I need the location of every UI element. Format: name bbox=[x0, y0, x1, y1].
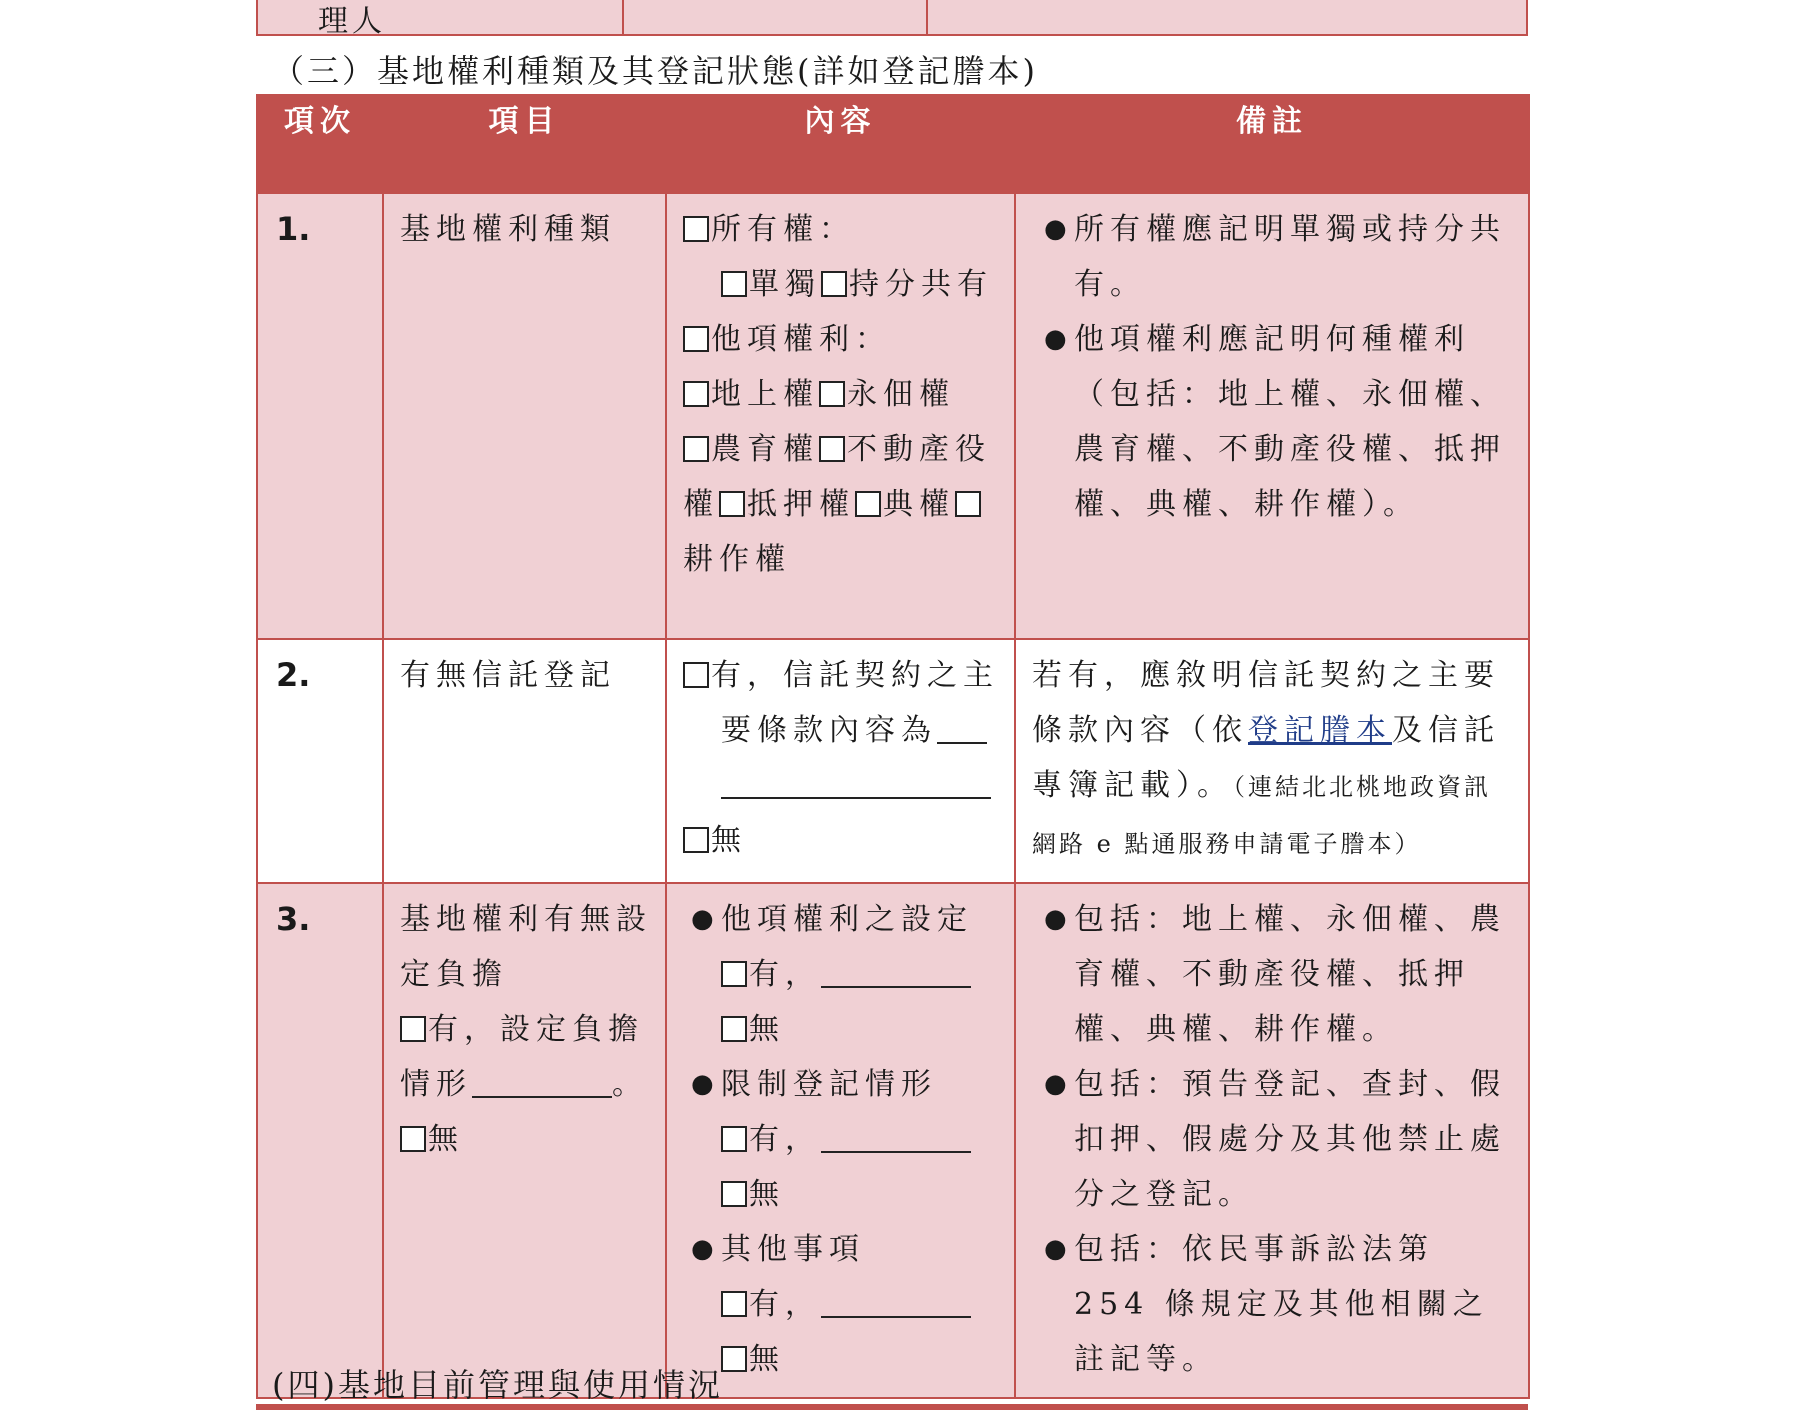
fill-in-blank[interactable] bbox=[472, 1066, 612, 1098]
row-remarks: ● 所有權應記明單獨或持分共有。 ● 他項權利應記明何種權利（包括：地上權、永佃權、農育權、不動產役權、抵押權、典權、耕作權）。 bbox=[1044, 212, 1506, 522]
header-remarks: 備註 bbox=[1015, 95, 1529, 193]
fill-in-blank[interactable] bbox=[821, 1121, 971, 1153]
table-row bbox=[257, 883, 1529, 1398]
row-number: 2. bbox=[276, 656, 311, 694]
row-item: 有無信託登記 bbox=[400, 658, 616, 693]
prev-row-label: 理人 bbox=[318, 4, 386, 39]
row-remarks: 若有，應敘明信託契約之主要條款內容（依登記謄本及信託專簿記載）。（連結北北桃地政資訊網路 e 點通服務申請電子謄本） bbox=[1032, 658, 1500, 858]
prev-col-divider bbox=[622, 0, 624, 34]
checkbox[interactable] bbox=[683, 827, 709, 853]
row-content: 所有權： 單獨 持分共有 他項權利： 地上權 永佃權 農育權 不動產役權 抵押權 典權耕作權 bbox=[683, 212, 993, 577]
checkbox[interactable] bbox=[721, 1181, 747, 1207]
checkbox[interactable] bbox=[683, 216, 709, 242]
fill-in-blank[interactable] bbox=[821, 956, 971, 988]
small-note: （連結北北桃地政資訊網路 e 點通服務申請電子謄本） bbox=[1032, 773, 1491, 858]
checkbox[interactable] bbox=[400, 1126, 426, 1152]
row-content: 有，信託契約之主要條款內容為 無 bbox=[667, 640, 1014, 878]
row-item: 基地權利有無設定負擔 有，設定負擔情形 。 無 bbox=[400, 902, 652, 1157]
next-table-top-edge bbox=[256, 1404, 1528, 1410]
header-index: 項次 bbox=[257, 95, 383, 193]
header-item: 項目 bbox=[383, 95, 666, 193]
checkbox[interactable] bbox=[721, 1016, 747, 1042]
section-4-heading: (四)基地目前管理與使用情況 bbox=[272, 1366, 723, 1404]
row-number: 3. bbox=[276, 900, 311, 938]
section-3-heading: （三）基地權利種類及其登記狀態(詳如登記謄本) bbox=[272, 52, 1038, 90]
header-row bbox=[257, 95, 1529, 193]
checkbox[interactable] bbox=[955, 491, 981, 517]
prev-col-divider bbox=[926, 0, 928, 34]
checkbox[interactable] bbox=[400, 1016, 426, 1042]
checkbox[interactable] bbox=[821, 271, 847, 297]
table-row bbox=[257, 639, 1529, 883]
checkbox[interactable] bbox=[719, 491, 745, 517]
row-item: 基地權利種類 bbox=[400, 212, 616, 247]
checkbox[interactable] bbox=[683, 436, 709, 462]
checkbox[interactable] bbox=[721, 271, 747, 297]
checkbox[interactable] bbox=[819, 381, 845, 407]
checkbox[interactable] bbox=[721, 1346, 747, 1372]
land-rights-table bbox=[256, 94, 1530, 1399]
previous-table-last-row bbox=[256, 0, 1528, 39]
header-content: 內容 bbox=[666, 95, 1015, 193]
row-content: ● 他項權利之設定 有， 無 ● 限制登記情形 有， 無 ● 其他事項 有， 無 bbox=[691, 902, 973, 1377]
table-row bbox=[257, 193, 1529, 639]
checkbox[interactable] bbox=[819, 436, 845, 462]
checkbox[interactable] bbox=[721, 961, 747, 987]
checkbox[interactable] bbox=[683, 326, 709, 352]
fill-in-blank[interactable] bbox=[721, 767, 991, 799]
row-remarks: ● 包括：地上權、永佃權、農育權、不動產役權、抵押權、典權、耕作權。 ● 包括：預告登記、查封、假扣押、假處分及其他禁止處分之登記。 ● 包括：依民事訴訟法第 254 條規定及其他相關之註記等。 bbox=[1044, 902, 1506, 1377]
checkbox[interactable] bbox=[721, 1291, 747, 1317]
registration-transcript-link[interactable]: 登記謄本 bbox=[1248, 713, 1392, 748]
fill-in-blank[interactable] bbox=[937, 712, 987, 744]
checkbox[interactable] bbox=[721, 1126, 747, 1152]
checkbox[interactable] bbox=[855, 491, 881, 517]
checkbox[interactable] bbox=[683, 662, 709, 688]
checkbox[interactable] bbox=[683, 381, 709, 407]
row-number: 1. bbox=[276, 210, 311, 248]
fill-in-blank[interactable] bbox=[821, 1286, 971, 1318]
